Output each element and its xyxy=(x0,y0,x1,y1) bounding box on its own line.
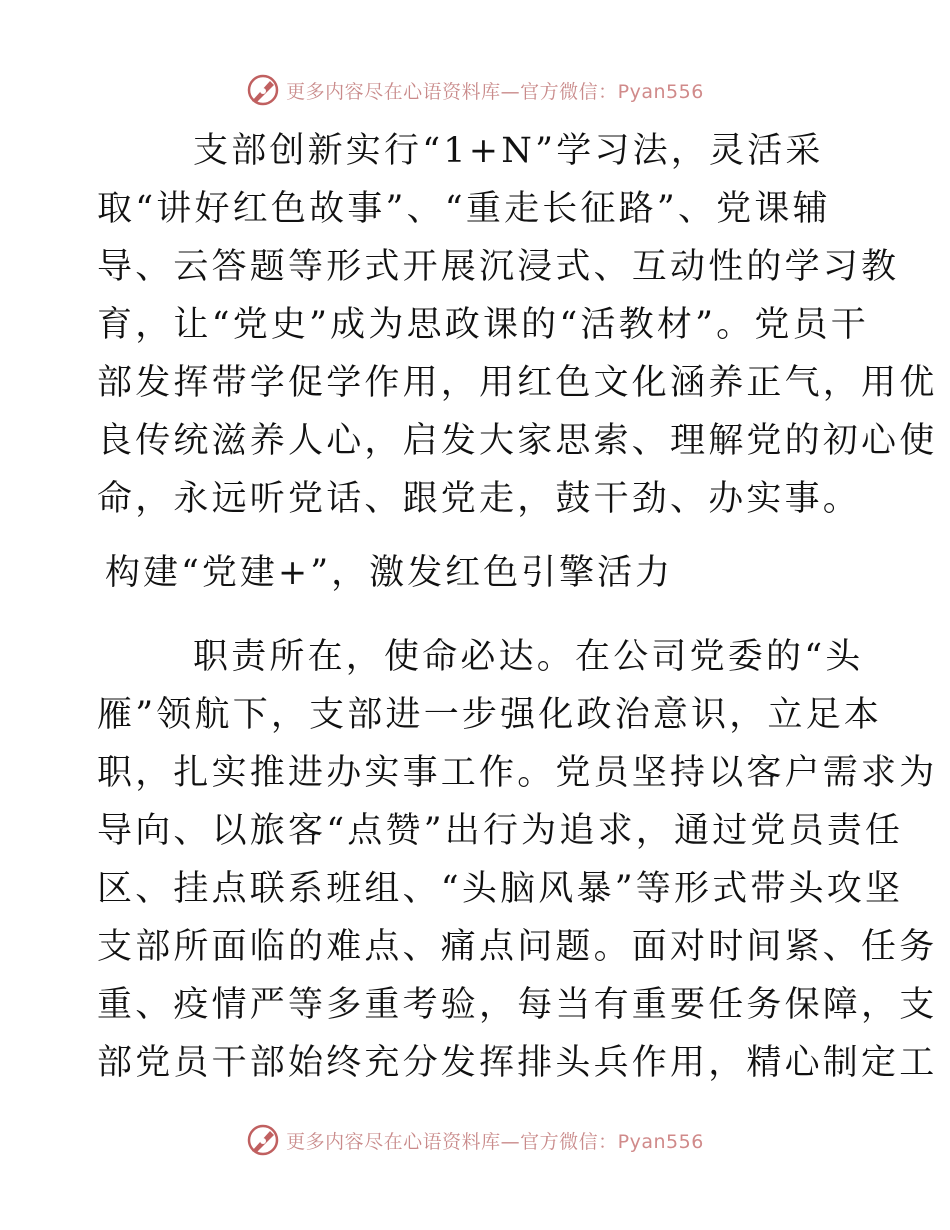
paragraph-line: 部发挥带学促学作用，用红色文化涵养正气，用优 xyxy=(97,363,938,403)
paragraph-line: 导向、以旅客“点赞”出行为追求，通过党员责任 xyxy=(97,811,904,851)
paragraph-line: 雁”领航下，支部进一步强化政治意识，立足本 xyxy=(97,695,883,735)
watermark-id: Pyan556 xyxy=(617,80,704,103)
footer-watermark xyxy=(0,1120,950,1160)
paragraph-line: 取“讲好红色故事”、“重走长征路”、党课辅 xyxy=(97,189,831,229)
paragraph-line: 良传统滋养人心，启发大家思索、理解党的初心使 xyxy=(97,421,938,461)
pen-logo-icon xyxy=(246,73,280,107)
watermark-id: Pyan556 xyxy=(617,1130,704,1153)
paragraph-line: 部党员干部始终充分发挥排头兵作用，精心制定工 xyxy=(97,1043,938,1083)
paragraph-line: 导、云答题等形式开展沉浸式、互动性的学习教 xyxy=(97,247,900,287)
paragraph-line: 育，让“党史”成为思政课的“活教材”。党员干 xyxy=(97,305,869,345)
document-body xyxy=(97,122,938,1092)
watermark-text: 更多内容尽在心语资料库—官方微信： xyxy=(286,80,618,103)
paragraph-line: 命，永远听党话、跟党走，鼓干劲、办实事。 xyxy=(97,479,862,519)
paragraph-line: 职责所在，使命必达。在公司党委的“头 xyxy=(193,637,864,677)
paragraph-line: 支部创新实行“1+N”学习法，灵活采 xyxy=(193,131,824,171)
paragraph-line: 职，扎实推进办实事工作。党员坚持以客户需求为 xyxy=(97,753,938,793)
paragraph-line: 支部所面临的难点、痛点问题。面对时间紧、任务 xyxy=(97,927,938,967)
header-watermark xyxy=(0,70,950,110)
section-heading: 构建“党建+”，激发红色引擎活力 xyxy=(105,553,674,593)
paragraph-line: 区、挂点联系班组、“头脑风暴”等形式带头攻坚 xyxy=(97,869,904,909)
watermark-text: 更多内容尽在心语资料库—官方微信： xyxy=(286,1130,618,1153)
paragraph-line: 重、疫情严等多重考验，每当有重要任务保障，支 xyxy=(97,985,938,1025)
pen-logo-icon xyxy=(246,1123,280,1157)
